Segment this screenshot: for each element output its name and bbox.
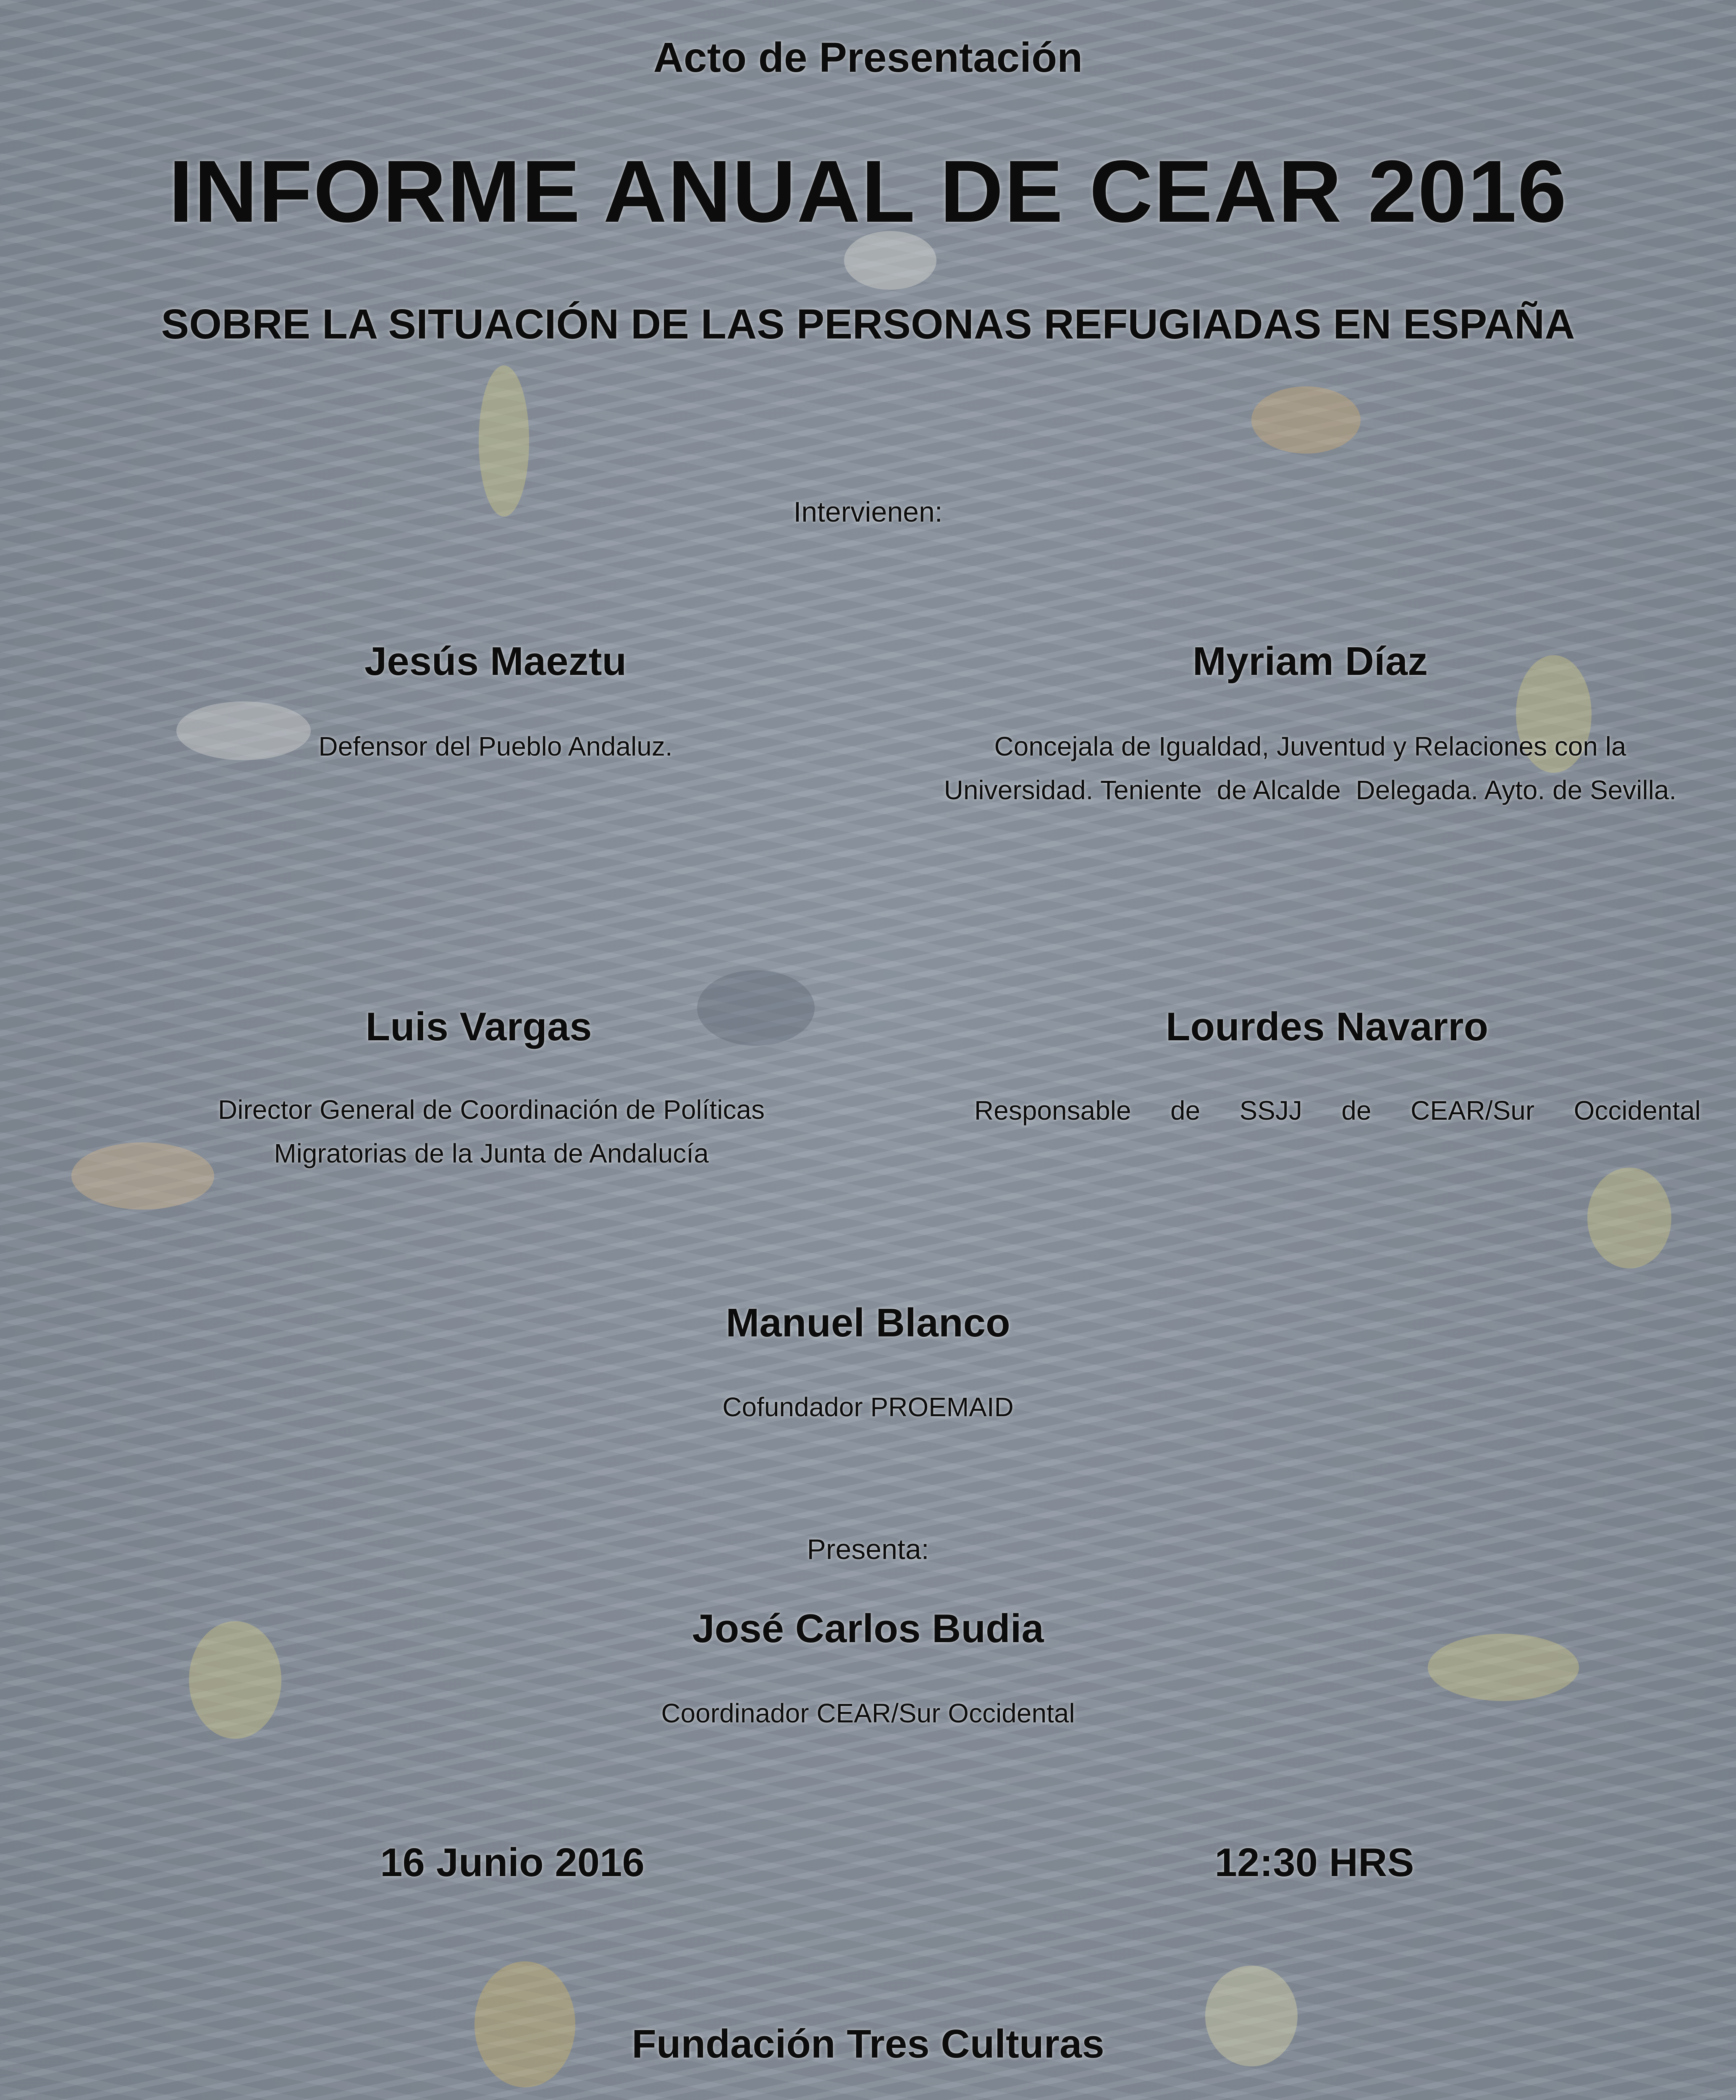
swimmer-shape <box>1251 386 1361 454</box>
speaker-role-line: Defensor del Pueblo Andaluz. <box>318 731 673 761</box>
swimmer-shape <box>1587 1168 1671 1268</box>
speaker-role-line: Director General de Coordinación de Políticas <box>218 1095 765 1125</box>
speaker-role-line: Concejala de Igualdad, Juventud y Relaciones con la <box>994 731 1626 761</box>
speakers-label: Intervienen: <box>793 496 943 528</box>
event-kicker: Acto de Presentación <box>653 34 1083 81</box>
speaker-name: Luis Vargas <box>365 1004 592 1049</box>
swimmer-shape <box>479 365 529 517</box>
speaker-role-line: Universidad. Teniente de Alcalde Delegada. Ayto. de Sevilla. <box>944 775 1677 805</box>
presenter-name: José Carlos Budia <box>692 1606 1044 1651</box>
event-venue: Fundación Tres Culturas <box>632 2021 1104 2066</box>
presenter-role: Coordinador CEAR/Sur Occidental <box>661 1698 1075 1728</box>
speaker-name: Myriam Díaz <box>1192 639 1428 684</box>
event-time: 12:30 HRS <box>1214 1840 1414 1885</box>
speaker-role <box>109 1088 873 1175</box>
report-subtitle: SOBRE LA SITUACIÓN DE LAS PERSONAS REFUGIADAS EN ESPAÑA <box>161 301 1575 348</box>
speaker-role: Cofundador PROEMAID <box>722 1392 1014 1422</box>
speaker-role-line: Migratorias de la Junta de Andalucía <box>274 1138 709 1168</box>
speaker-name: Jesús Maeztu <box>364 639 627 684</box>
report-title: INFORME ANUAL DE CEAR 2016 <box>168 142 1568 241</box>
event-date: 16 Junio 2016 <box>380 1840 645 1885</box>
speaker-role <box>848 724 1736 812</box>
speaker-name: Lourdes Navarro <box>1165 1004 1489 1049</box>
speaker-role: Responsable de SSJJ de CEAR/Sur Occidental <box>974 1095 1701 1126</box>
presenter-label: Presenta: <box>807 1533 929 1565</box>
speaker-role <box>126 724 865 768</box>
speaker-name: Manuel Blanco <box>726 1300 1010 1345</box>
